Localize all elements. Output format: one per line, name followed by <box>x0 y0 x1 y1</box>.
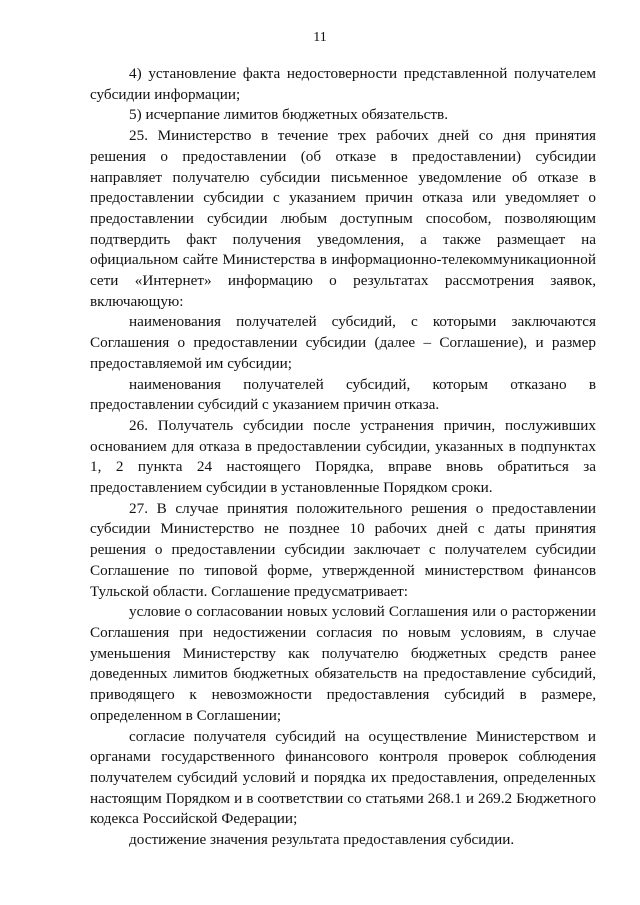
paragraph-clause-27: 27. В случае принятия положительного решения о предоставлении субсидии Министерство не позднее 10 рабочих дней с даты принятия решения о предоставлении субсидии заключает с получателем субсидии Соглашение по типовой форме, утвержденной министерством финансов Тульской области. Соглашение предусматривает: <box>90 499 596 600</box>
paragraph-recipients-granted: наименования получателей субсидий, с которыми заключаются Соглашения о предоставлении субсидии (далее – Соглашение), и размер предоставляемой им субсидии; <box>90 313 596 372</box>
paragraph-clause-26: 26. Получатель субсидии после устранения причин, послуживших основанием для отказа в предоставлении субсидии, указанных в подпунктах 1, 2 пункта 24 настоящего Порядка, вправе вновь обратиться за предоставлением субсидии в установленные Порядком сроки. <box>90 416 596 497</box>
paragraph-condition-consent: согласие получателя субсидий на осуществление Министерством и органами государственного финансового контроля проверок соблюдения получателем субсидий условий и порядка их предоставления, определенных настоящим Порядком и в соответствии со статьями 268.1 и 269.2 Бюджетного кодекса Российской Федерации; <box>90 727 596 828</box>
paragraph-condition-result: достижение значения результата предоставления субсидии. <box>129 831 515 849</box>
paragraph-condition-renegotiation: условие о согласовании новых условий Соглашения или о расторжении Соглашения при недостижении согласия по новым условиям, в случае уменьшения Министерству как получателю бюджетных средств ранее доведенных лимитов бюджетных обязательств на предоставление субсидий, приводящего к невозможности предоставления субсидий в размере, определенном в Соглашении; <box>90 603 596 724</box>
paragraph-item-4: 4) установление факта недостоверности представленной получателем субсидии информации; <box>90 65 596 103</box>
paragraph-clause-25: 25. Министерство в течение трех рабочих дней со дня принятия решения о предоставлении (об отказе в предоставлении) субсидии направляет получателю субсидии письменное уведомление об отказе в предоставлении субсидии с указанием причин отказа или уведомляет о предоставлении субсидии любым доступным способом, позволяющим подтвердить факт получения уведомления, а также размещает на официальном сайте Министерства в информационно-телекоммуникационной сети «Интернет» информацию о результатах рассмотрения заявок, включающую: <box>90 127 596 310</box>
document-body <box>90 64 596 851</box>
page-number: 11 <box>313 30 327 45</box>
paragraph-item-5: 5) исчерпание лимитов бюджетных обязательств. <box>129 106 449 124</box>
paragraph-recipients-refused: наименования получателей субсидий, которым отказано в предоставлении субсидий с указанием причин отказа. <box>90 375 596 414</box>
